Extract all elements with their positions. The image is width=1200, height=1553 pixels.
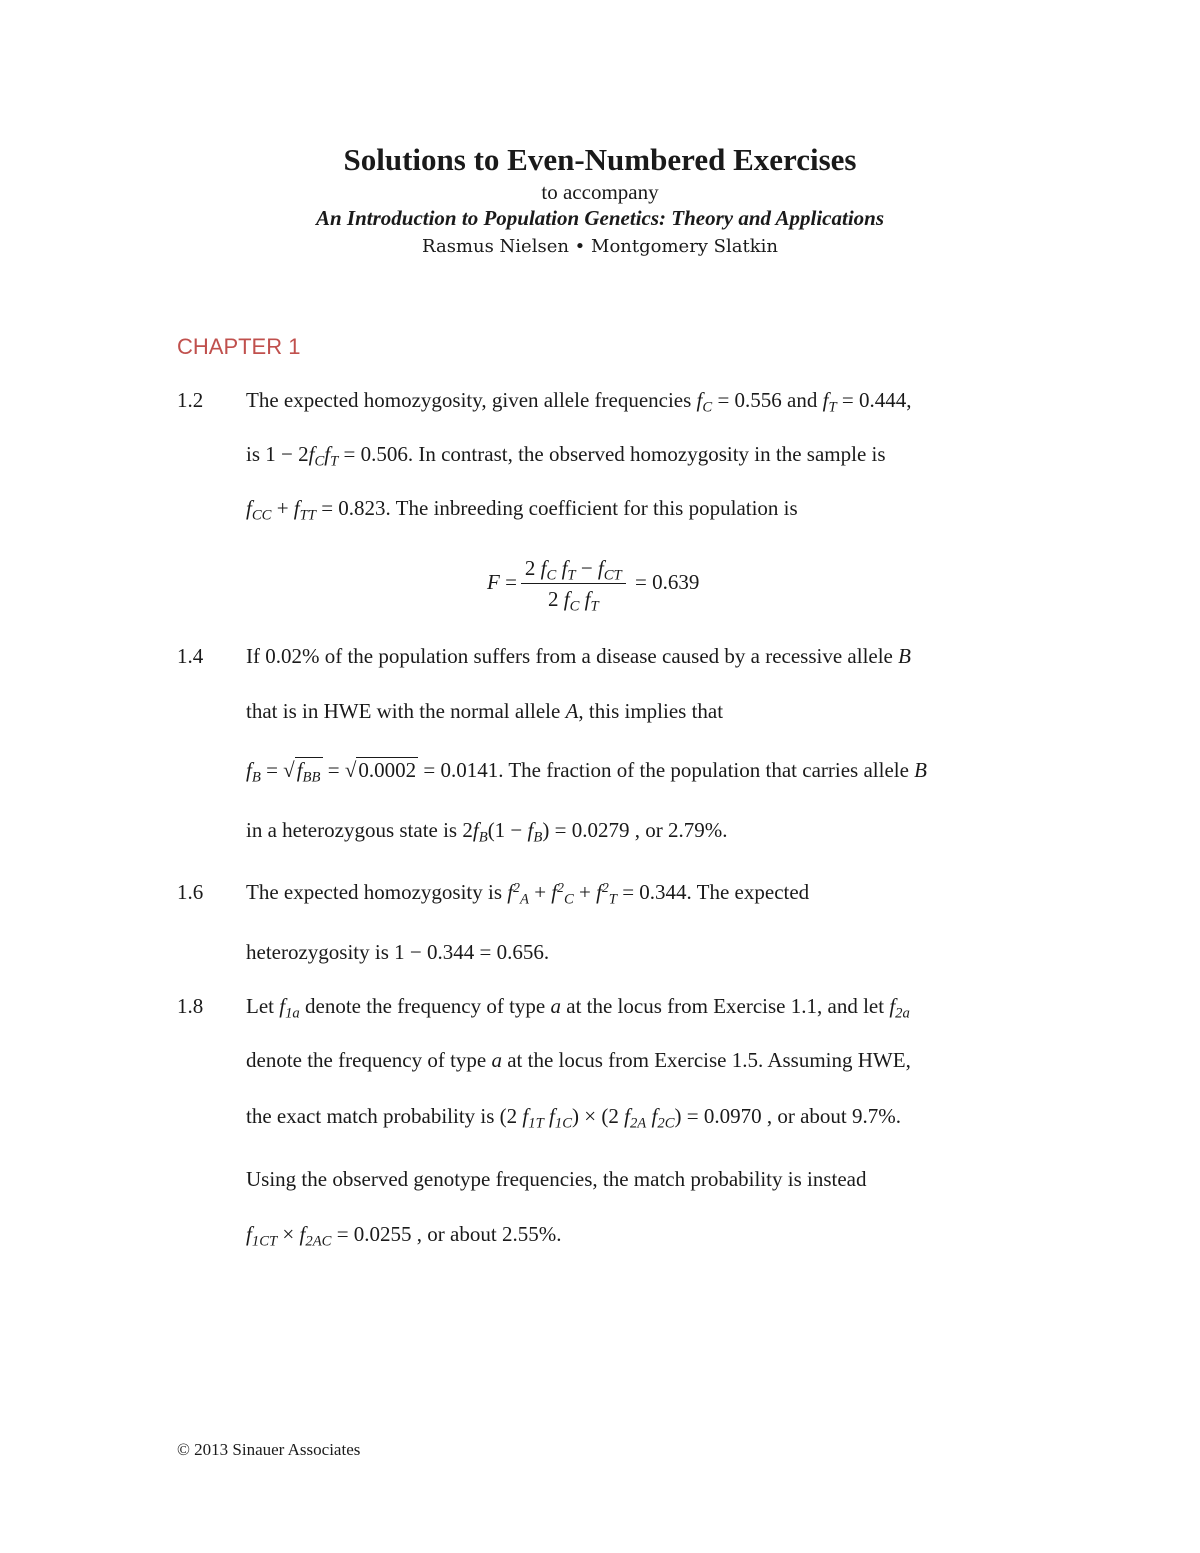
copyright-footer: © 2013 Sinauer Associates [177,1440,361,1459]
exercise-1-8-line-1: Let $f_{1a}$ denote the frequency of type a at the locus from Exercise 1.1, and let $f_{2a}$ [246,994,910,1022]
book-title: An Introduction to Population Genetics: Theory and Applications [315,206,885,230]
inbreeding-equation: F = $\frac{2 f_C f_T - f_{CT}}{2 f_C f_T}$ = 0.639 [487,556,700,615]
exercise-1-2-line-3: $f_{CC} + f_{TT} = 0.823$. The inbreeding coefficient for this population is [246,496,798,524]
exercise-1-4-line-2: that is in HWE with the normal allele A, this implies that [246,699,724,723]
exercise-1-8-line-5: $f_{1CT} \times f_{2AC} = 0.0255$ , or about 2.55%. [246,1222,562,1250]
exercise-1-4-line-1: If 0.02% of the population suffers from a disease caused by a recessive allele B [246,644,911,668]
exercise-1-2-line-2: is $1 - 2f_Cf_T = 0.506$. In contrast, the observed homozygosity in the sample is [246,442,886,470]
exercise-1-4-line-3: $f_B = √f_{BB} = √0.0002 = 0.0141$. The fraction of the population that carries allele B [246,758,927,786]
exercise-1-6-line-1: The expected homozygosity is $f^2_A + f^2_C + f^2_T = 0.344$. The expected [246,880,810,908]
exercise-1-8-line-2: denote the frequency of type a at the locus from Exercise 1.5. Assuming HWE, [246,1048,911,1072]
exercise-1-8-line-3: the exact match probability is (2 $f_{1T}$ $f_{1C}) \times (2$ $f_{2A}$ $f_{2C}) = 0.0970$ , or about 9.7%. [246,1104,902,1132]
exercise-number: 1.4 [177,644,204,668]
page-title: Solutions to Even-Numbered Exercises [343,142,857,177]
exercise-1-2-line-1: The expected homozygosity, given allele frequencies $f_C = 0.556$ and $f_T = 0.444$, [246,388,912,416]
exercise-number: 1.8 [177,994,204,1018]
exercise-1-6-line-2: heterozygosity is 1 − 0.344 = 0.656. [246,940,550,964]
exercise-1-8-line-4: Using the observed genotype frequencies, the match probability is instead [246,1167,867,1191]
exercise-number: 1.6 [177,880,204,904]
page-subtitle: to accompany [541,180,659,204]
exercise-number: 1.2 [177,388,204,412]
authors: Rasmus Nielsen • Montgomery Slatkin [422,236,778,257]
chapter-heading: CHAPTER 1 [177,334,301,359]
exercise-1-4-line-4: in a heterozygous state is $2f_B(1 - f_B) = 0.0279$ , or 2.79%. [246,818,728,846]
